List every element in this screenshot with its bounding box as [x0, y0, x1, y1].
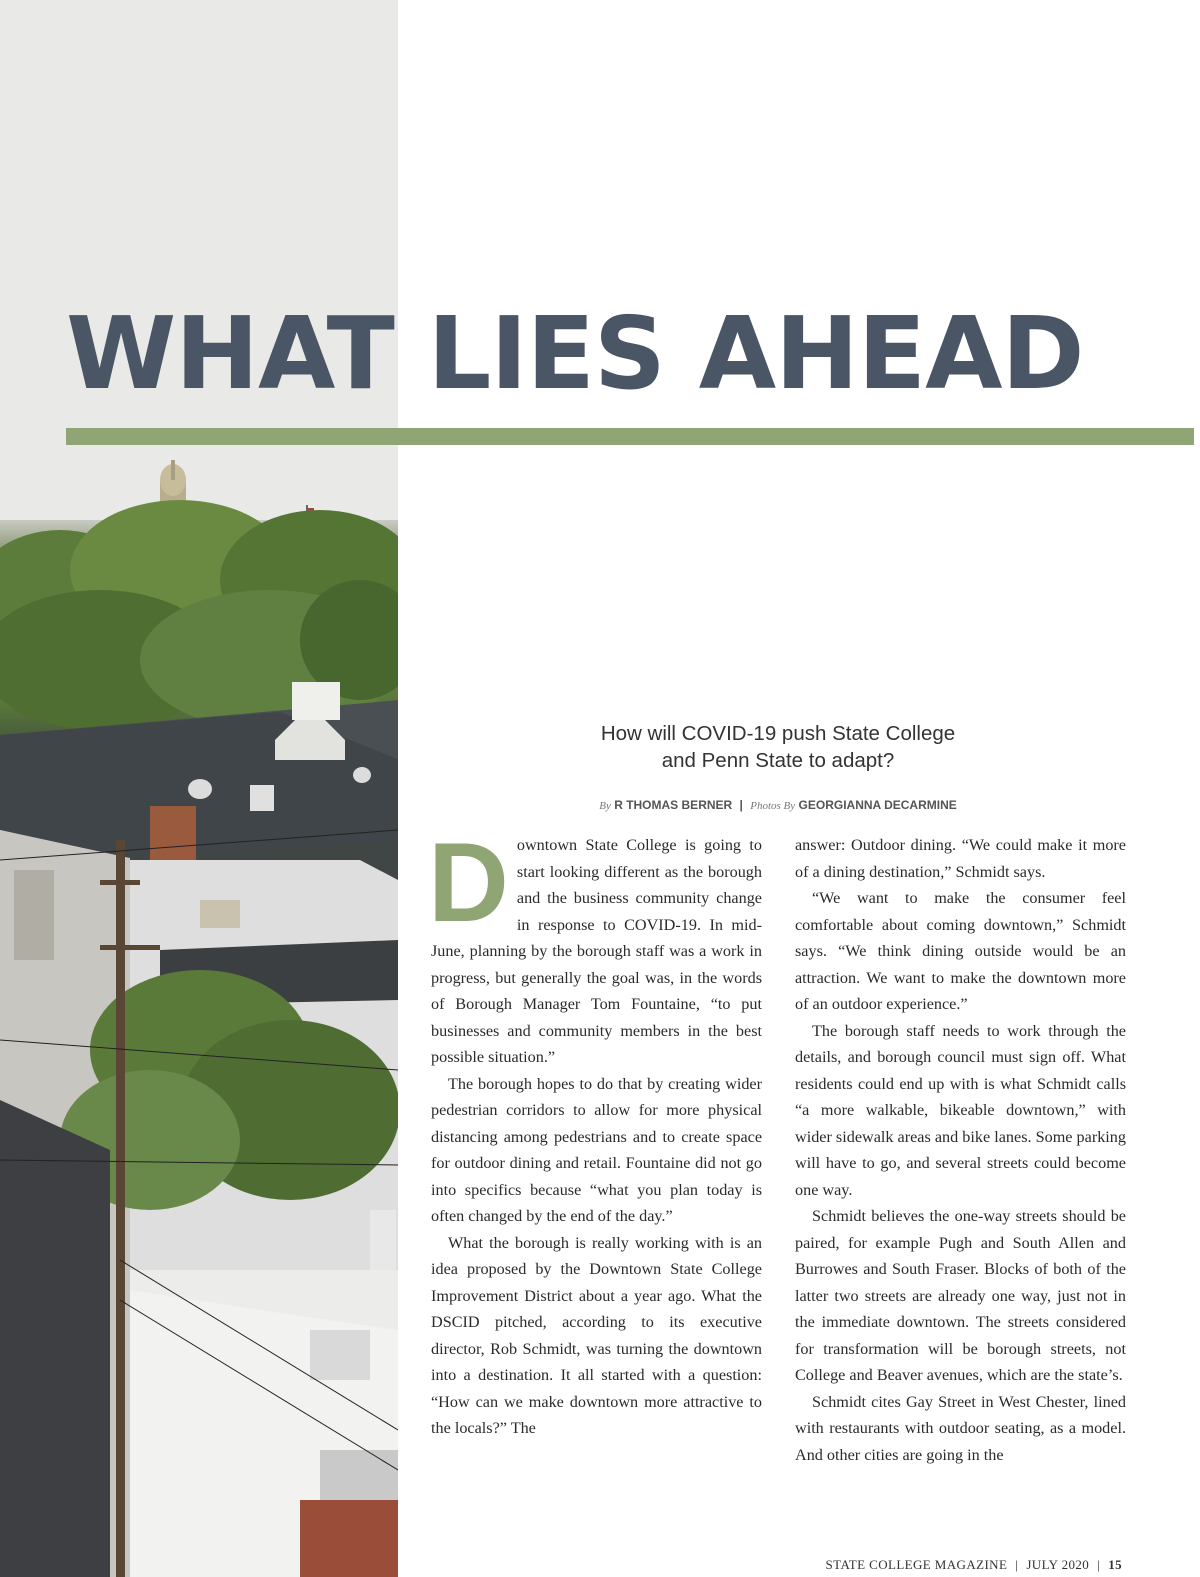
footer-separator: |	[1015, 1557, 1019, 1572]
article-column-right	[795, 832, 1126, 1468]
headline: WHAT LIES AHEAD	[66, 295, 1084, 412]
article-paragraph: Schmidt believes the one-way streets should be paired, for example Pugh and South Allen and Burrowes and South Fraser. Blocks of both of the latter two streets are already one way, just not in the immediate downtown. The streets considered for transformation will be borough streets, not College and Beaver avenues, which are the state’s.	[795, 1207, 1126, 1384]
by-label: By	[599, 800, 611, 812]
article-paragraph: “We want to make the consumer feel comfortable about coming downtown,” Schmidt says. “We think dining outside would be an attraction. We want to make the downtown more of an outdoor experience.”	[795, 889, 1126, 1013]
photographer-name: GEORGIANNA DECARMINE	[798, 798, 957, 812]
deck	[560, 720, 996, 774]
photos-by-label: Photos By	[750, 800, 796, 812]
author-name: R THOMAS BERNER	[614, 798, 733, 812]
page-number: 15	[1108, 1557, 1122, 1572]
article-paragraph: The borough hopes to do that by creating wider pedestrian corridors to allow for more physical distancing among pedestrians and to create space for outdoor dining and retail. Fountaine did not go into specifics because “what you plan today is often changed by the end of the day.”	[431, 1074, 762, 1225]
publication-name: STATE COLLEGE MAGAZINE	[825, 1557, 1008, 1572]
deck-line-1: How will COVID-19 push State College	[600, 722, 956, 745]
article-paragraph: What the borough is really working with is an idea proposed by the Downtown State College Improvement District about a year ago. What the DSCID pitched, according to its executive director, Rob Schmidt, was turning the downtown into a destination. It all started with a question: “How can we make downtown more attractive to the locals?” The	[431, 1233, 762, 1437]
rooftop-photo	[0, 0, 398, 1577]
article-paragraph: answer: Outdoor dining. “We could make it more of a dining destination,” Schmidt says.	[795, 836, 1126, 881]
footer-separator: |	[1097, 1557, 1101, 1572]
byline	[520, 798, 1036, 812]
drop-cap: D	[428, 820, 509, 945]
paragraph-text: owntown State College is going to start looking different as the borough and the business community change in response to COVID-19. In mid-June, planning by the borough staff was a work in progress, but generally the goal was, in the words of Borough Manager Tom Fountaine, “to put businesses and community members in the best possible situation.”	[431, 836, 762, 1066]
article-paragraph: The borough staff needs to work through the details, and borough council must sign off. What residents could end up with is what Schmidt calls “a more walkable, bikeable downtown,” with wider sidewalk areas and bike lanes. Some parking will have to go, and several streets could become one way.	[795, 1021, 1126, 1199]
rooftop-illustration	[0, 0, 398, 1577]
article-paragraph	[428, 820, 762, 1071]
headline-rule	[66, 428, 1194, 445]
byline-separator: |	[739, 798, 743, 812]
page-footer	[826, 1557, 1122, 1573]
issue-date: JULY 2020	[1026, 1557, 1090, 1572]
deck-line-2: and Penn State to adapt?	[661, 749, 895, 772]
article-paragraph: Schmidt cites Gay Street in West Chester, lined with restaurants with outdoor seating, as a model. And other cities are going in the	[795, 1392, 1126, 1464]
article-column-left	[428, 820, 762, 1442]
